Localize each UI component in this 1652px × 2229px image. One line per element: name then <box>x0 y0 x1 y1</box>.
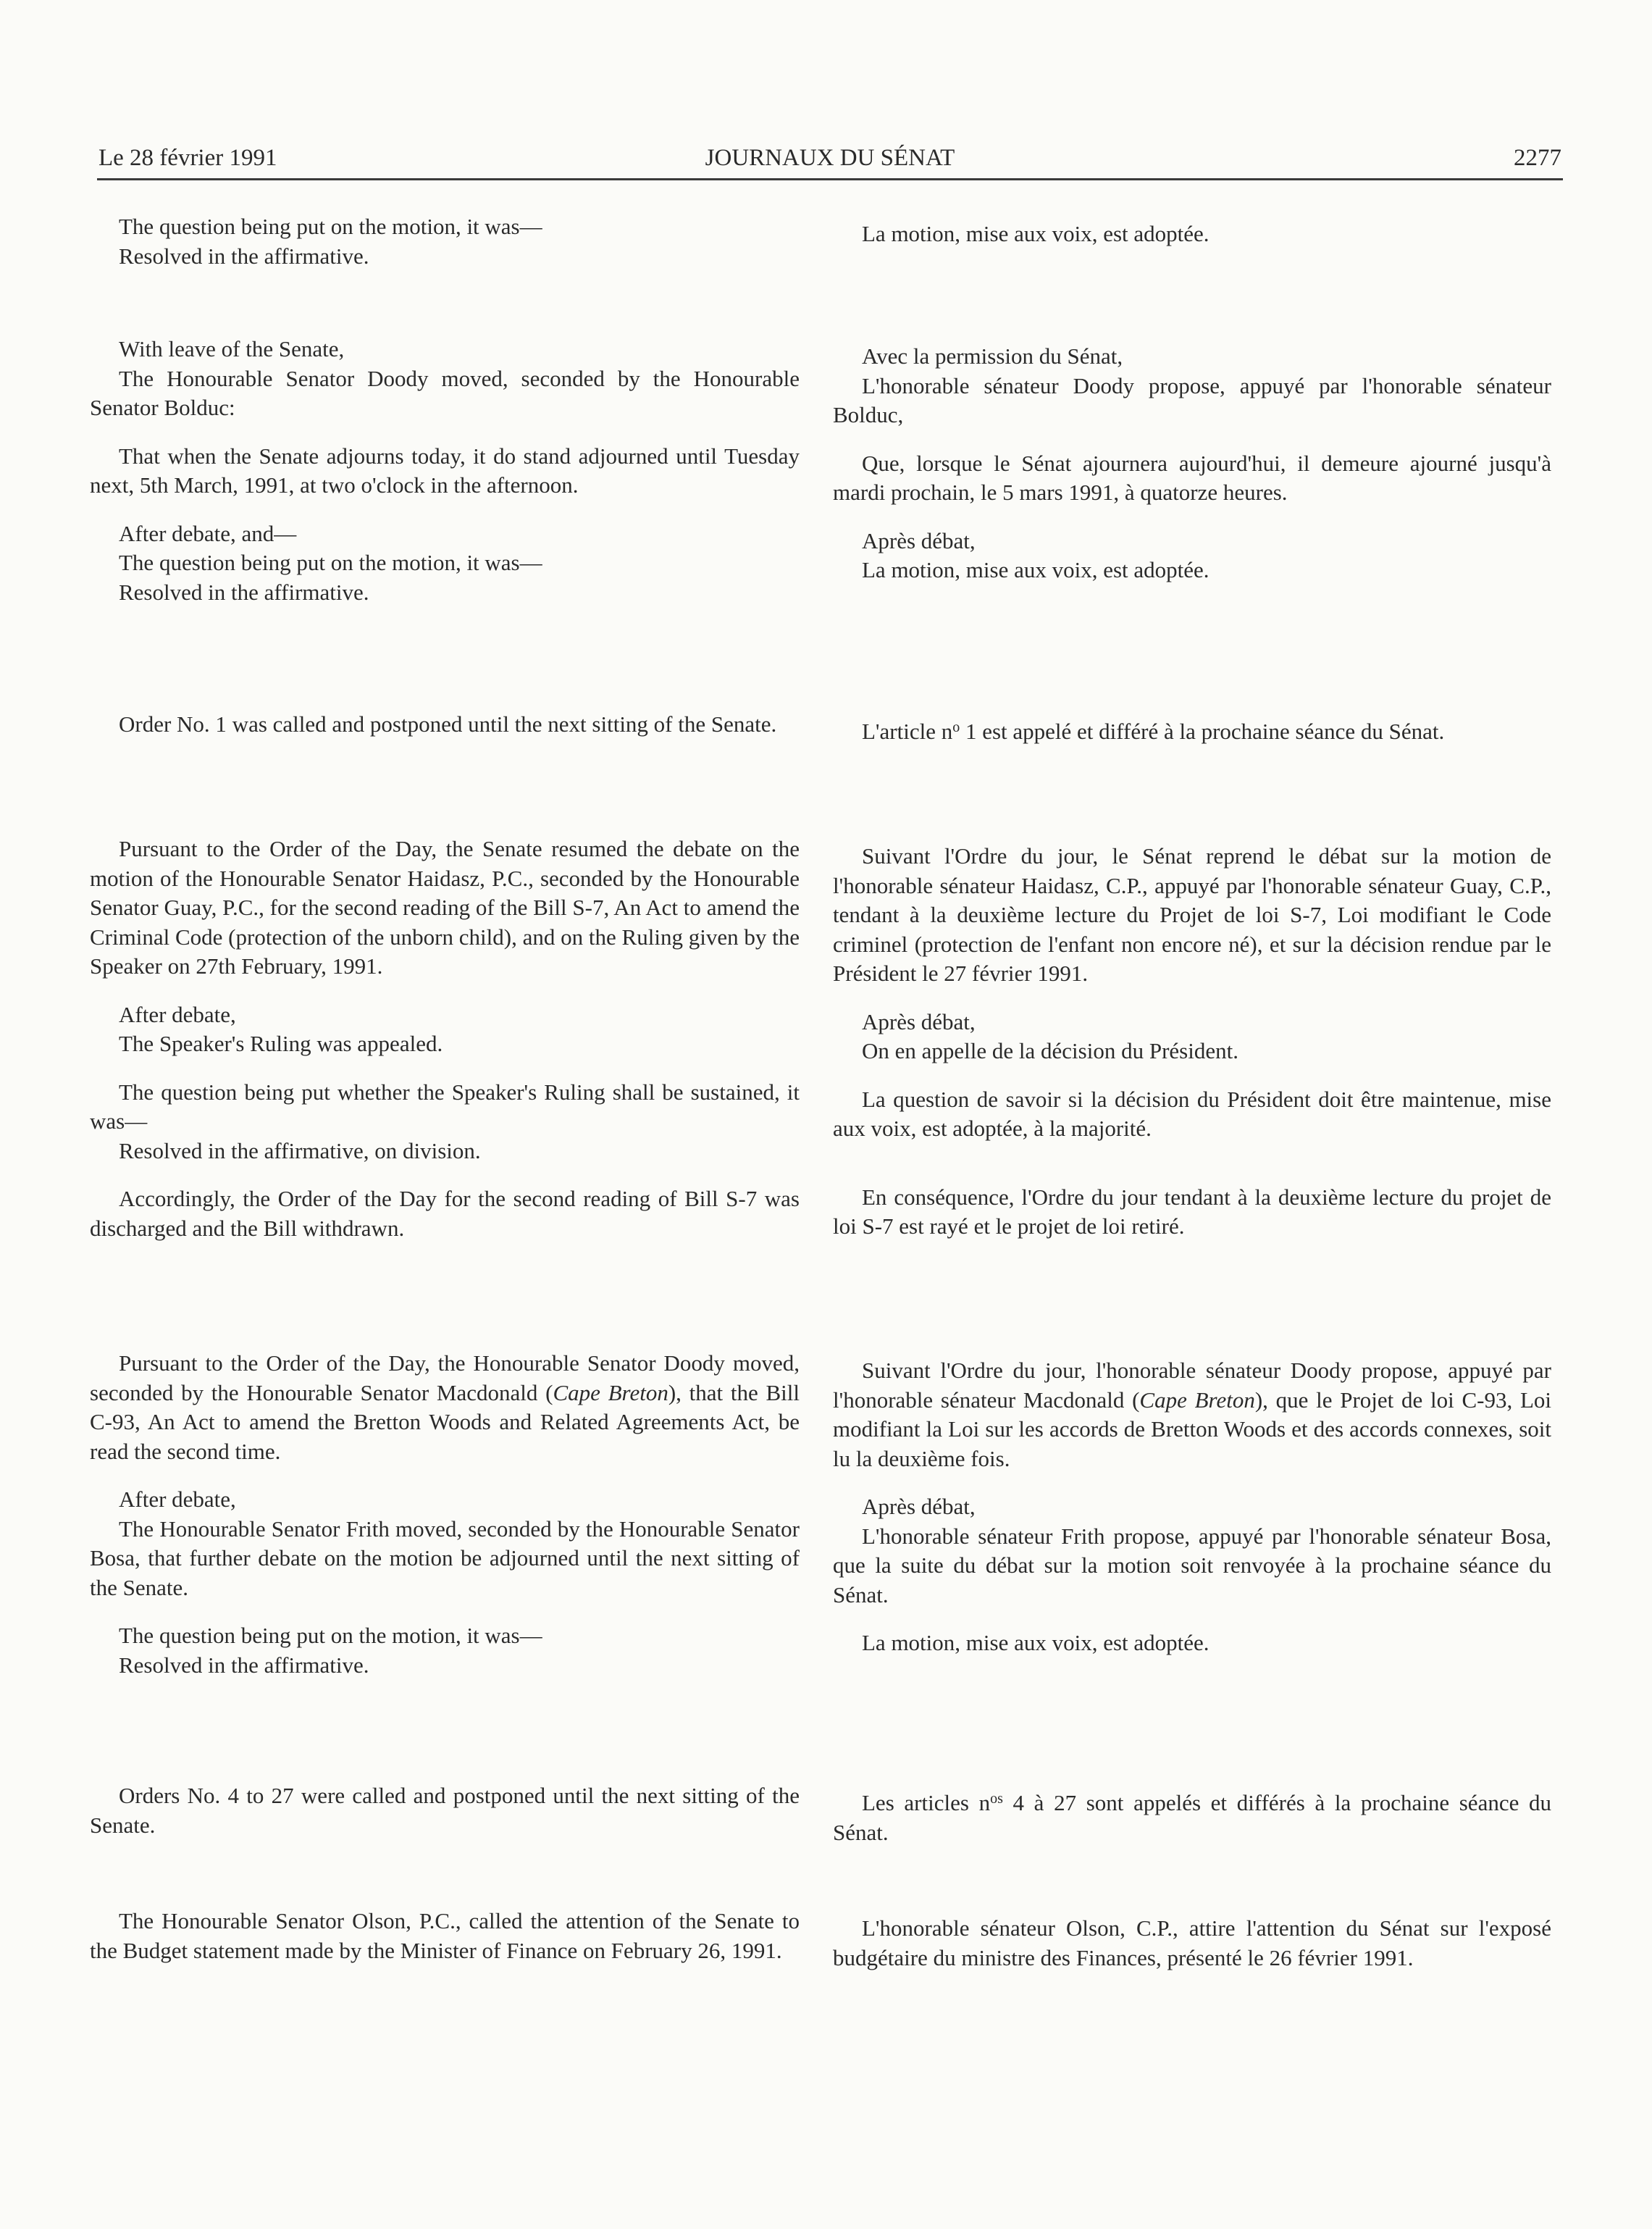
header-journal-title: JOURNAUX DU SÉNAT <box>705 145 955 171</box>
fr-b5-line-2: Après débat, <box>862 1494 976 1519</box>
en-b5-line-2: After debate, <box>119 1486 236 1512</box>
en-b3-line-1: Order No. 1 was called and postponed until the next sitting of the Senate. <box>119 711 777 737</box>
fr-b4-line-3: On en appelle de la décision du Président. <box>862 1038 1238 1063</box>
en-b5-line-1: Pursuant to the Order of the Day, the Honourable Senator Doody moved, seconded by the Honourable Senator Macdonald (Cape Breton), that the Bill C-93, An Act to amend the Bretton Woods and Related Agreements Act, be read the second time. <box>90 1350 800 1464</box>
en-b4-line-3: The Speaker's Ruling was appealed. <box>119 1031 443 1056</box>
en-b5-line-3: The Honourable Senator Frith moved, seconded by the Honourable Senator Bosa, that further debate on the motion be adjourned until the next sitting of the Senate. <box>90 1515 800 1600</box>
fr-b5-italic: Cape Breton <box>1139 1387 1255 1413</box>
header-page-number: 2277 <box>1514 145 1561 171</box>
fr-b6-line-1: Les articles $n^{os}$ 4 à 27 sont appelés et différés à la prochaine séance du Sénat. <box>833 1790 1551 1845</box>
fr-block-2 <box>833 342 1551 585</box>
en-b2-line-6: Resolved in the affirmative. <box>119 579 369 605</box>
fr-block-4 <box>833 842 1551 1242</box>
fr-b5-line-1: Suivant l'Ordre du jour, l'honorable sénateur Doody propose, appuyé par l'honorable sénateur Macdonald (Cape Breton), que le Projet de loi C-93, Loi modifiant la Loi sur les accords de Bretton Woods et des accords connexes, soit lu la deuxième fois. <box>833 1358 1551 1471</box>
en-block-3 <box>90 710 800 740</box>
en-b4-line-4: The question being put whether the Speaker's Ruling shall be sustained, it was— <box>90 1079 800 1134</box>
fr-b2-line-1: Avec la permission du Sénat, <box>862 343 1123 369</box>
en-b2-line-2: The Honourable Senator Doody moved, seconded by the Honourable Senator Bolduc: <box>90 365 800 420</box>
en-b6-line-1: Orders No. 4 to 27 were called and postponed until the next sitting of the Senate. <box>90 1783 800 1838</box>
fr-block-3 <box>833 717 1551 747</box>
fr-b2-line-5: La motion, mise aux voix, est adoptée. <box>862 557 1209 582</box>
fr-b4-line-4: La question de savoir si la décision du Président doit être maintenue, mise aux voix, est adoptée, à la majorité. <box>833 1086 1551 1141</box>
fr-block-6 <box>833 1789 1551 1847</box>
fr-block-1 <box>833 219 1551 249</box>
en-b4-line-6: Accordingly, the Order of the Day for the second reading of Bill S-7 was discharged and the Bill withdrawn. <box>90 1186 800 1241</box>
page-header <box>97 143 1563 180</box>
fr-b5-line-3: L'honorable sénateur Frith propose, appuyé par l'honorable sénateur Bosa, que la suite du débat sur la motion soit renvoyée à la prochaine séance du Sénat. <box>833 1523 1551 1607</box>
fr-b2-line-4: Après débat, <box>862 527 976 553</box>
en-b4-line-2: After debate, <box>119 1001 236 1027</box>
fr-b3-line-1: L'article $n^o$ 1 est appelé et différé à la prochaine séance du Sénat. <box>862 719 1445 744</box>
en-b2-line-1: With leave of the Senate, <box>119 336 345 361</box>
fr-b7-line-1: L'honorable sénateur Olson, C.P., attire l'attention du Sénat sur l'exposé budgétaire du ministre des Finances, présenté le 26 février 1991. <box>833 1915 1551 1970</box>
fr-b1-line-1: La motion, mise aux voix, est adoptée. <box>862 221 1209 246</box>
fr-b5-line-4: La motion, mise aux voix, est adoptée. <box>862 1630 1209 1655</box>
en-b5-line-5: Resolved in the affirmative. <box>119 1652 369 1678</box>
en-b1-line-1: The question being put on the motion, it was— <box>119 214 542 239</box>
fr-block-5 <box>833 1356 1551 1658</box>
en-block-7 <box>90 1907 800 1965</box>
en-block-2 <box>90 335 800 607</box>
en-b5-line-4: The question being put on the motion, it was— <box>119 1623 542 1648</box>
en-b1-line-2: Resolved in the affirmative. <box>119 243 369 269</box>
en-block-1 <box>90 212 800 271</box>
en-b2-line-5: The question being put on the motion, it was— <box>119 550 542 575</box>
header-date: Le 28 février 1991 <box>98 145 277 171</box>
en-b4-line-5: Resolved in the affirmative, on division. <box>119 1137 481 1163</box>
fr-b2-line-2: L'honorable sénateur Doody propose, appuyé par l'honorable sénateur Bolduc, <box>833 372 1551 427</box>
en-b4-line-1: Pursuant to the Order of the Day, the Senate resumed the debate on the motion of the Honourable Senator Haidasz, P.C., seconded by the Honourable Senator Guay, P.C., for the second reading of the Bill S-7, An Act to amend the Criminal Code (protection of the unborn child), and on the Ruling given by the Speaker on 27th February, 1991. <box>90 836 800 979</box>
en-b5-italic: Cape Breton <box>553 1379 668 1405</box>
fr-b4-line-2: Après débat, <box>862 1008 976 1034</box>
en-block-5 <box>90 1349 800 1680</box>
en-block-6 <box>90 1781 800 1840</box>
en-b2-line-4: After debate, and— <box>119 520 297 546</box>
fr-block-7 <box>833 1914 1551 1973</box>
en-b7-line-1: The Honourable Senator Olson, P.C., called the attention of the Senate to the Budget statement made by the Minister of Finance on February 26, 1991. <box>90 1908 800 1963</box>
en-b2-line-3: That when the Senate adjourns today, it do stand adjourned until Tuesday next, 5th March, 1991, at two o'clock in the afternoon. <box>90 443 800 498</box>
en-block-4 <box>90 835 800 1243</box>
fr-b4-line-5: En conséquence, l'Ordre du jour tendant à la deuxième lecture du projet de loi S-7 est rayé et le projet de loi retiré. <box>833 1184 1551 1239</box>
fr-b4-line-1: Suivant l'Ordre du jour, le Sénat reprend le débat sur la motion de l'honorable sénateur Haidasz, C.P., appuyé par l'honorable sénateur Guay, C.P., tendant à la deuxième lecture du Projet de loi S-7, Loi modifiant le Code criminel (protection de l'enfant non encore né), et sur la décision rendue par le Président le 27 février 1991. <box>833 843 1551 986</box>
fr-b2-line-3: Que, lorsque le Sénat ajournera aujourd'hui, il demeure ajourné jusqu'à mardi prochain, le 5 mars 1991, à quatorze heures. <box>833 450 1551 505</box>
